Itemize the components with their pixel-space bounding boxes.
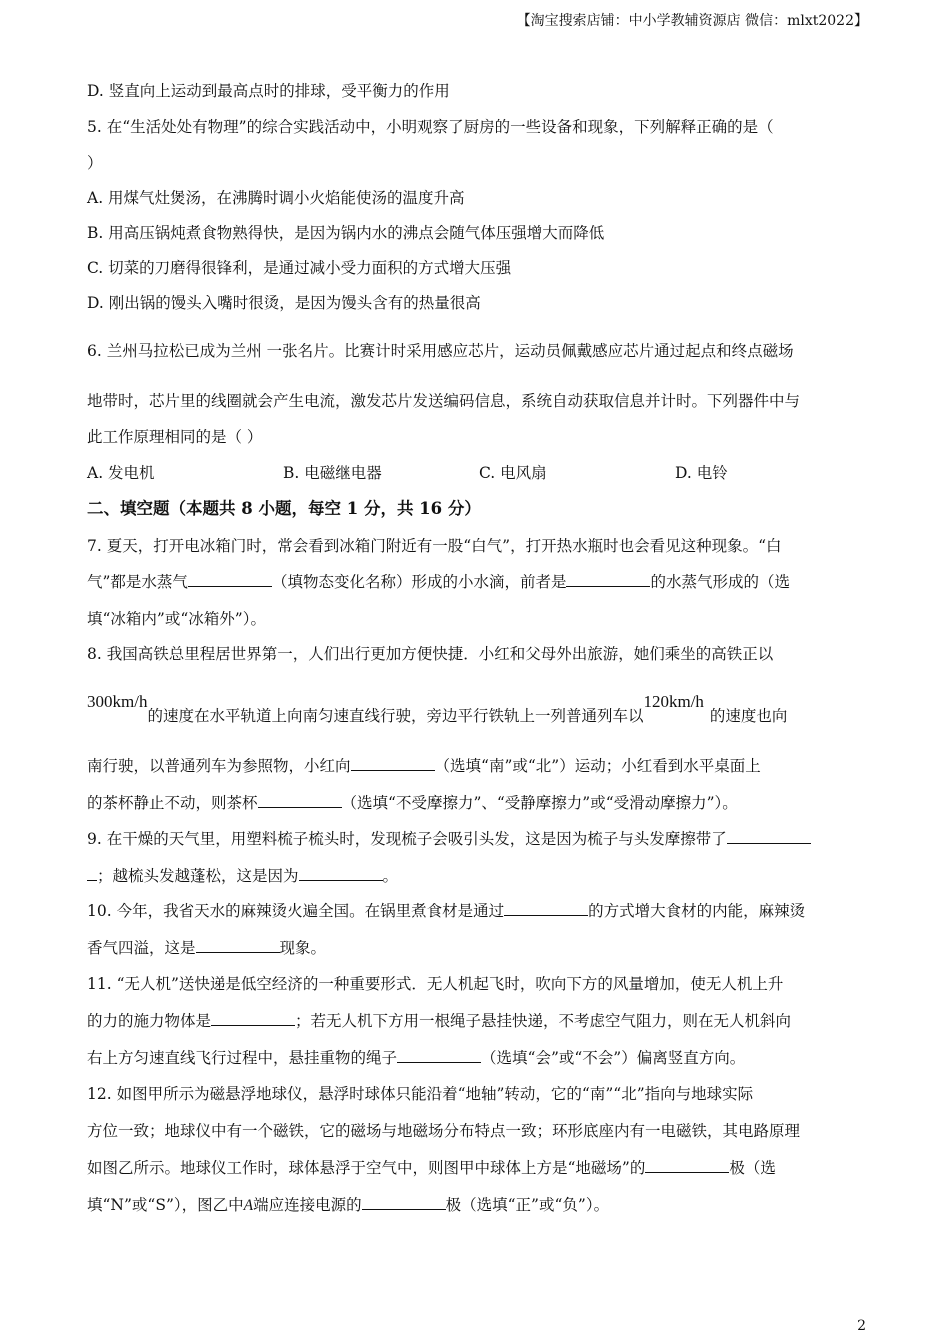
q12-line1: 12. 如图甲所示为磁悬浮地球仪，悬浮时球体只能沿着“地轴”转动，它的“南”“北”指向与地球实际 [87, 1085, 754, 1103]
page-number: 2 [857, 1318, 866, 1334]
q6-option-a: A. 发电机 [87, 464, 155, 482]
q6-stem-line3: 此工作原理相同的是（ ） [87, 428, 263, 446]
q11-line2: 的力的施力物体是 ；若无人机下方用一根绳子悬挂快递，不考虑空气阻力，则在无人机斜向 [87, 1012, 792, 1030]
speed-120: 120km/h [643, 692, 704, 711]
answer-blank[interactable] [504, 914, 588, 916]
q8-line1: 8. 我国高铁总里程居世界第一，人们出行更加方便快捷．小红和父母外出旅游，她们乘坐的高铁正以 [87, 645, 774, 663]
q6-stem-line1: 6. 兰州马拉松已成为兰州 一张名片。比赛计时采用感应芯片，运动员佩戴感应芯片通过起点和终点磁场 [87, 342, 794, 360]
q7-line2: 气”都是水蒸气 （填物态变化名称）形成的小水滴，前者是 的水蒸气形成的（选 [87, 573, 790, 591]
q5-stem-line2: ） [87, 154, 103, 172]
q12-line2: 方位一致；地球仪中有一个磁铁，它的磁场与地磁场分布特点一致；环形底座内有一电磁铁，其电路原理 [87, 1122, 801, 1140]
q11-line1: 11. “无人机”送快递是低空经济的一种重要形式．无人机起飞时，吹向下方的风量增加，使无人机上升 [87, 975, 784, 993]
page-header: 【淘宝搜索店铺：中小学教辅资源店 微信：mlxt2022】 [516, 13, 868, 29]
q10-line1: 10. 今年，我省天水的麻辣烫火遍全国。在锅里煮食材是通过 的方式增大食材的内能，麻辣烫 [87, 902, 806, 920]
answer-blank[interactable] [727, 842, 811, 844]
answer-blank[interactable] [258, 806, 342, 808]
answer-blank[interactable] [566, 585, 650, 587]
q8-line2: 300km/h的速度在水平轨道上向南匀速直线行驶，旁边平行铁轨上一列普通列车以120km/h的速度也向 [87, 692, 788, 725]
q5-option-d: D. 刚出锅的馒头入嘴时很烫，是因为馒头含有的热量很高 [87, 294, 481, 312]
q12-line3: 如图乙所示。地球仪工作时，球体悬浮于空气中，则图甲中球体上方是“地磁场”的 极（选 [87, 1159, 776, 1177]
answer-blank[interactable] [211, 1024, 295, 1026]
q5-option-a: A. 用煤气灶煲汤，在沸腾时调小火焰能使汤的温度升高 [87, 189, 465, 207]
q8-line3: 南行驶，以普通列车为参照物，小红向 （选填“南”或“北”）运动；小红看到水平桌面上 [87, 757, 761, 775]
q9-line1: 9. 在干燥的天气里，用塑料梳子梳头时，发现梳子会吸引头发，这是因为梳子与头发摩擦带了 [87, 830, 811, 849]
answer-blank[interactable] [362, 1208, 446, 1210]
answer-blank[interactable] [188, 585, 272, 587]
q6-option-c: C. 电风扇 [479, 464, 547, 482]
q5-option-c: C. 切菜的刀磨得很锋利，是通过减小受力面积的方式增大压强 [87, 259, 512, 277]
answer-blank[interactable] [397, 1061, 481, 1063]
q6-stem-line2: 地带时，芯片里的线圈就会产生电流，激发芯片发送编码信息，系统自动获取信息并计时。下列器件中与 [87, 392, 801, 410]
q5-option-b: B. 用高压锅炖煮食物熟得快，是因为锅内水的沸点会随气体压强增大而降低 [87, 224, 605, 242]
q9-line2: ；越梳头发越蓬松，这是因为 。 [87, 867, 398, 886]
speed-300: 300km/h [87, 692, 148, 711]
q4-option-d: D. 竖直向上运动到最高点时的排球，受平衡力的作用 [87, 82, 450, 100]
q6-option-b: B. 电磁继电器 [283, 464, 382, 482]
q6-options [87, 464, 728, 483]
variable-a: A [243, 1197, 254, 1214]
q8-line4: 的茶杯静止不动，则茶杯 （选填“不受摩擦力”、“受静摩擦力”或“受滑动摩擦力”）。 [87, 794, 738, 812]
answer-blank[interactable] [351, 769, 435, 771]
answer-blank[interactable] [645, 1171, 729, 1173]
q6-option-d: D. 电铃 [675, 464, 728, 482]
section-2-heading: 二、填空题（本题共 8 小题，每空 1 分，共 16 分） [87, 499, 481, 518]
q5-stem-line1: 5. 在“生活处处有物理”的综合实践活动中，小明观察了厨房的一些设备和现象，下列解释正确的是（ [87, 118, 774, 136]
q7-line3: 填“冰箱内”或“冰箱外”）。 [87, 610, 266, 628]
answer-blank[interactable] [87, 879, 97, 881]
answer-blank[interactable] [196, 951, 280, 953]
q12-line4: 填“N”或“S”），图乙中A端应连接电源的 极（选填“正”或“负”）。 [87, 1196, 610, 1214]
q11-line3: 右上方匀速直线飞行过程中，悬挂重物的绳子 （选填“会”或“不会”）偏离竖直方向。 [87, 1049, 746, 1067]
answer-blank[interactable] [299, 879, 383, 881]
q7-line1: 7. 夏天，打开电冰箱门时，常会看到冰箱门附近有一股“白气”，打开热水瓶时也会看见这种现象。“白 [87, 537, 782, 555]
q10-line2: 香气四溢，这是 现象。 [87, 939, 327, 957]
